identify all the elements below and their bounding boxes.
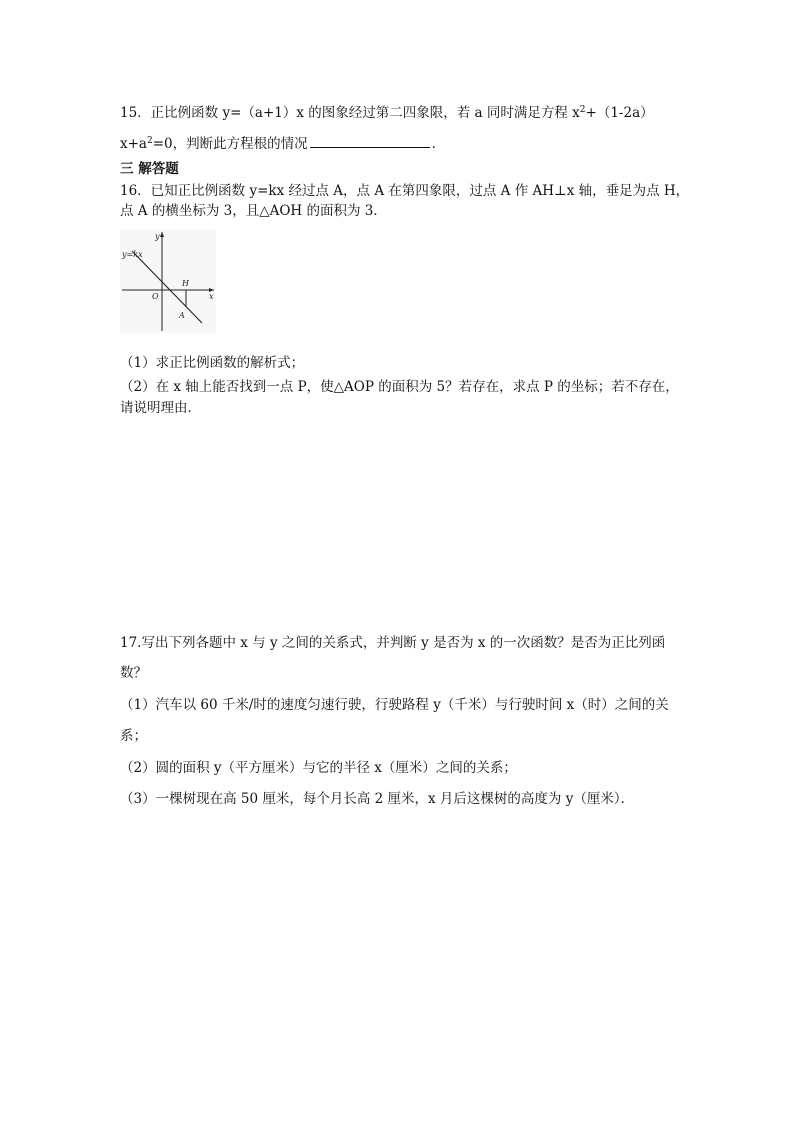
label-y-axis: y: [155, 232, 160, 241]
label-origin: O: [152, 292, 159, 301]
q17-line-1: 17.写出下列各题中 x 与 y 之间的关系式，并判断 y 是否为 x 的一次函数？是否为正比列函: [120, 635, 666, 651]
proportional-line: [132, 251, 202, 323]
q15-line-1: [120, 104, 654, 122]
q15-line2-tail: =0，判断此方程根的情况: [152, 136, 308, 152]
q17-part-1-line-1: （1）汽车以 60 千米/时的速度匀速行驶，行驶路程 y（千米）与行驶时间 x（时）之间的关: [120, 697, 669, 713]
q15-exponent-2: 2: [146, 136, 153, 146]
q17-line-2: 数？: [120, 665, 147, 681]
q15-exponent-1: 2: [579, 105, 586, 115]
q15-line2-end: ．: [431, 136, 446, 152]
q16-part-1: （1）求正比例函数的解析式；: [120, 355, 305, 371]
section-title: 三 解答题: [120, 161, 179, 177]
q15-line2-text: x+a: [120, 136, 147, 152]
q16-line-1: 16．已知正比例函数 y=kx 经过点 A，点 A 在第四象限，过点 A 作 AH⊥x 轴，垂足为点 H，: [120, 183, 690, 199]
q17-part-1-line-2: 系；: [120, 728, 147, 744]
coordinate-graph: [120, 229, 216, 333]
q16-line-2: 点 A 的横坐标为 3，且△AOH 的面积为 3．: [120, 203, 387, 219]
label-line-equation: y=kx: [122, 250, 143, 259]
y-axis-arrow-icon: [160, 232, 164, 237]
q17-part-2: （2）圆的面积 y（平方厘米）与它的半径 x（厘米）之间的关系；: [120, 760, 517, 776]
label-x-axis: x: [209, 292, 214, 301]
label-point-h: H: [182, 279, 189, 288]
q17-part-3: （3）一棵树现在高 50 厘米，每个月长高 2 厘米，x 月后这棵树的高度为 y（厘米）．: [120, 791, 635, 807]
q15-line1-text: 15．正比例函数 y=（a+1）x 的图象经过第二四象限，若 a 同时满足方程 x: [120, 105, 580, 121]
coordinate-figure: [120, 229, 216, 333]
q15-line-2: [120, 135, 445, 153]
answer-blank[interactable]: [310, 135, 430, 148]
q16-part-2-line-1: （2）在 x 轴上能否找到一点 P，使△AOP 的面积为 5？若存在，求点 P 的坐标；若不存在，: [120, 379, 679, 395]
q15-line1-tail: +（1-2a）: [585, 105, 654, 121]
label-point-a: A: [179, 311, 185, 320]
q16-part-2-line-2: 请说明理由．: [120, 400, 201, 416]
